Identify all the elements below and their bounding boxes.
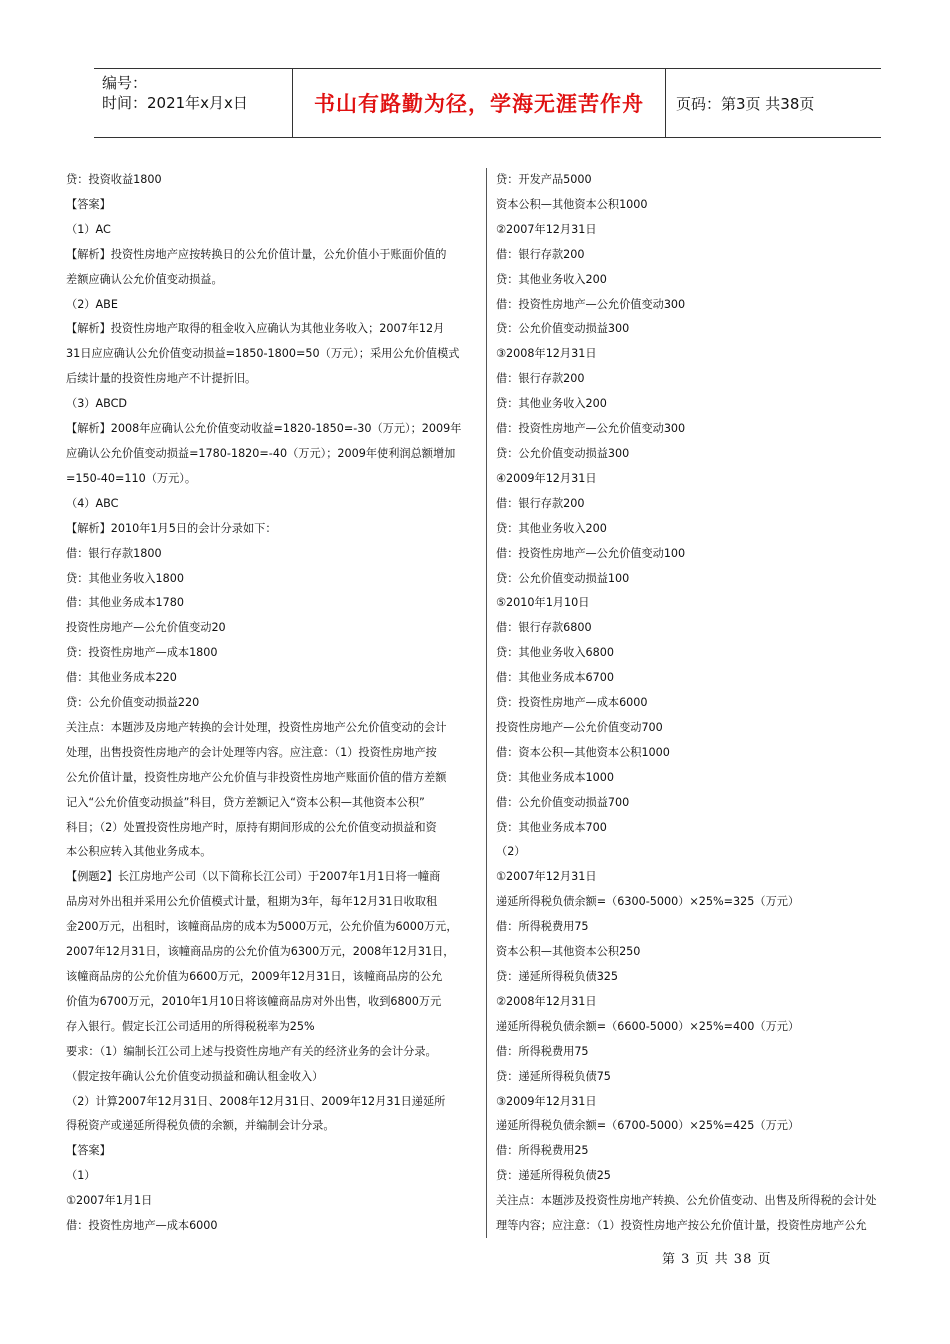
text-line: （2）ABE [66,297,118,311]
right-column [496,168,916,1239]
text-line: 借：其他业务成本6700 [496,671,614,685]
text-line: ②2007年12月31日 [496,222,597,236]
text-line: 投资性房地产—公允价值变动20 [66,621,226,635]
text-line: 【解析】2008年应确认公允价值变动收益=1820-1850=-30（万元）；2009年 [66,422,462,436]
text-line: 借：公允价值变动损益700 [496,795,630,809]
text-line: 贷：其他业务成本700 [496,820,607,834]
text-line: ⑤2010年1月10日 [496,596,590,610]
header-time-label: 时间：2021年x月x日 [102,94,248,112]
text-line: 借：投资性房地产—公允价值变动300 [496,297,686,311]
text-line: 2007年12月31日，该幢商品房的公允价值为6300万元，2008年12月31日， [66,945,455,959]
text-line: ③2009年12月31日 [496,1094,597,1108]
text-line: 理等内容；应注意：（1）投资性房地产按公允价值计量，投资性房地产公允 [496,1219,867,1233]
text-line: 贷：投资性房地产—成本6000 [496,696,648,710]
text-line: 本公积应转入其他业务成本。 [66,845,212,859]
text-line: 借：其他业务成本220 [66,671,177,685]
text-line: ④2009年12月31日 [496,471,597,485]
text-line: 贷：投资性房地产—成本1800 [66,646,218,660]
text-line: 科目；（2）处置投资性房地产时，原持有期间形成的公允价值变动损益和资 [66,820,437,834]
column-divider [486,168,487,1238]
text-line: 贷：其他业务收入200 [496,397,607,411]
text-line: 递延所得税负债余额=（6300-5000）×25%=325（万元） [496,895,800,909]
text-line: 贷：公允价值变动损益300 [496,446,630,460]
text-line: 贷：投资收益1800 [66,173,162,186]
text-line: =150-40=110（万元）。 [66,471,197,485]
text-line: ②2008年12月31日 [496,994,597,1008]
page-header [94,68,881,138]
text-line: 贷：其他业务收入200 [496,272,607,286]
text-line: （假定按年确认公允价值变动损益和确认租金收入） [66,1069,324,1083]
header-meta [94,69,292,141]
text-line: 【解析】投资性房地产应按转换日的公允价值计量，公允价值小于账面价值的 [66,247,447,261]
text-line: 借：所得税费用25 [496,1144,589,1158]
text-line: 借：银行存款6800 [496,621,592,635]
text-line: （2）计算2007年12月31日、2008年12月31日、2009年12月31日递延所 [66,1094,446,1108]
text-line: 借：其他业务成本1780 [66,596,184,610]
text-line: 贷：其他业务收入200 [496,521,607,535]
text-line: 递延所得税负债余额=（6600-5000）×25%=400（万元） [496,1019,800,1033]
text-line: （3）ABCD [66,397,128,411]
text-line: 得税资产或递延所得税负债的余额，并编制会计分录。 [66,1119,335,1133]
text-line: 品房对外出租并采用公允价值模式计量，租期为3年，每年12月31日收取租 [66,895,438,909]
text-line: 【解析】投资性房地产取得的租金收入应确认为其他业务收入；2007年12月 [66,322,445,336]
page-footer: 第 3 页 共 38 页 [662,1252,772,1267]
text-line: 记入“公允价值变动损益”科目，贷方差额记入“资本公积—其他资本公积” [66,795,425,809]
text-line: 存入银行。假定长江公司适用的所得税税率为25% [66,1019,315,1033]
text-line: 处理，出售投资性房地产的会计处理等内容。应注意：（1）投资性房地产按 [66,745,437,759]
text-line: 借：所得税费用75 [496,1044,589,1058]
text-line: 贷：递延所得税负债25 [496,1169,611,1183]
text-line: 贷：公允价值变动损益300 [496,322,630,336]
header-motto: 书山有路勤为径，学海无涯苦作舟 [292,69,666,137]
text-line: 借：所得税费用75 [496,920,589,934]
text-line: 借：投资性房地产—公允价值变动100 [496,546,686,560]
text-line: ①2007年12月31日 [496,870,597,884]
text-line: 贷：公允价值变动损益100 [496,571,630,585]
text-line: 贷：开发产品5000 [496,173,592,186]
text-line: （1）AC [66,222,111,236]
text-line: 贷：其他业务收入1800 [66,571,184,585]
text-line: 【答案】 [66,197,111,211]
text-line: 贷：公允价值变动损益220 [66,696,200,710]
text-line: ①2007年1月1日 [66,1194,153,1208]
text-line: （1） [66,1169,96,1183]
text-line: （2） [496,845,526,859]
text-line: 要求：（1）编制长江公司上述与投资性房地产有关的经济业务的会计分录。 [66,1044,437,1058]
text-line: 【解析】2010年1月5日的会计分录如下： [66,521,277,535]
text-line: 借：投资性房地产—成本6000 [66,1219,218,1233]
text-line: 贷：其他业务收入6800 [496,646,614,660]
text-line: 借：资本公积—其他资本公积1000 [496,745,670,759]
text-line: 该幢商品房的公允价值为6600万元，2009年12月31日，该幢商品房的公允 [66,970,443,983]
header-page-info: 页码：第3页 共38页 [676,94,815,113]
text-line: 31日应应确认公允价值变动损益=1850-1800=50（万元）；采用公允价值模式 [66,347,460,361]
text-line: 差额应确认公允价值变动损益。 [66,272,223,286]
text-line: 价值为6700万元，2010年1月10日将该幢商品房对外出售，收到6800万元 [66,994,442,1008]
text-line: 【答案】 [66,1144,111,1158]
left-column [66,168,476,1239]
text-line: 【例题2】长江房地产公司（以下简称长江公司）于2007年1月1日将一幢商 [66,870,441,884]
text-line: 资本公积—其他资本公积250 [496,945,641,959]
text-line: 递延所得税负债余额=（6700-5000）×25%=425（万元） [496,1119,800,1133]
text-line: 投资性房地产—公允价值变动700 [496,720,663,734]
text-line: 借：银行存款200 [496,372,585,386]
text-line: 贷：其他业务成本1000 [496,770,614,784]
text-line: 后续计量的投资性房地产不计提折旧。 [66,372,257,386]
text-line: （4）ABC [66,496,119,510]
text-line: 借：银行存款200 [496,247,585,261]
text-line: 公允价值计量，投资性房地产公允价值与非投资性房地产账面价值的借方差额 [66,770,447,784]
header-number-label: 编号： [102,74,148,92]
text-line: 资本公积—其他资本公积1000 [496,197,648,211]
text-line: 关注点：本题涉及房地产转换的会计处理，投资性房地产公允价值变动的会计 [66,720,447,734]
text-line: ③2008年12月31日 [496,347,597,361]
text-line: 贷：递延所得税负债75 [496,1069,611,1083]
text-line: 关注点：本题涉及投资性房地产转换、公允价值变动、出售及所得税的会计处 [496,1194,877,1208]
text-line: 应确认公允价值变动损益=1780-1820=-40（万元）；2009年使利润总额增加 [66,446,456,460]
text-line: 借：银行存款1800 [66,546,162,560]
text-line: 借：投资性房地产—公允价值变动300 [496,422,686,436]
text-line: 金200万元，出租时，该幢商品房的成本为5000万元，公允价值为6000万元， [66,920,458,934]
text-line: 贷：递延所得税负债325 [496,970,619,983]
text-line: 借：银行存款200 [496,496,585,510]
